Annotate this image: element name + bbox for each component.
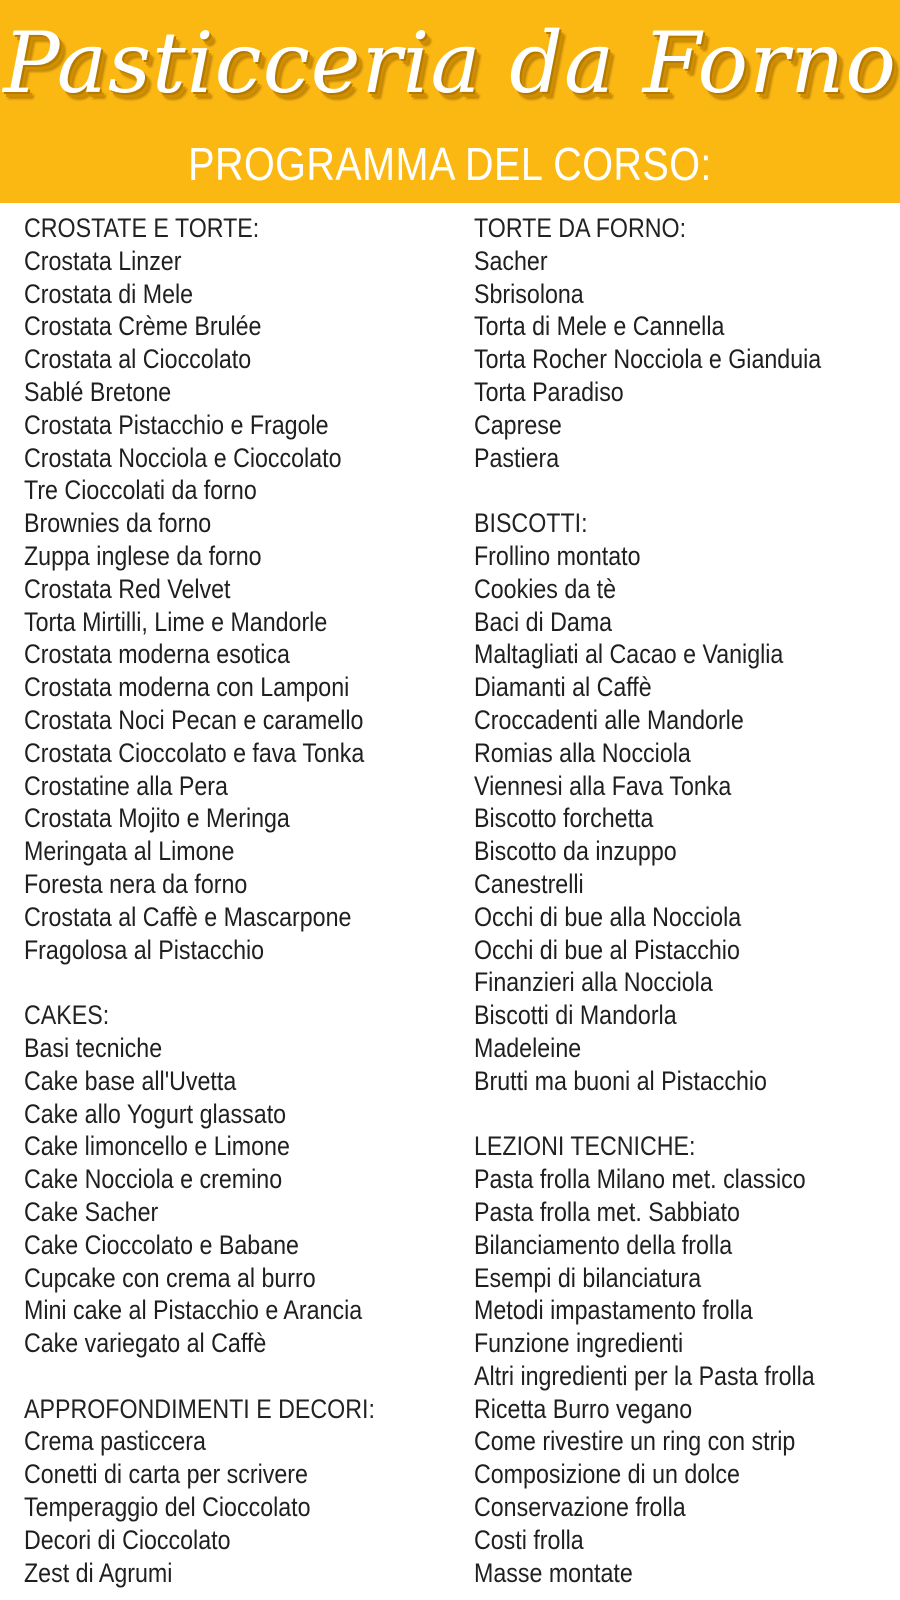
list-item: Viennesi alla Fava Tonka [474, 770, 732, 801]
list-item: Crostata Mojito e Meringa [24, 803, 290, 834]
list-item: Diamanti al Caffè [474, 672, 652, 703]
list-item: Crema pasticcera [24, 1426, 206, 1457]
list-item: Zuppa inglese da forno [24, 540, 262, 571]
list-item: Crostata moderna esotica [24, 639, 290, 670]
list-item: Conservazione frolla [474, 1492, 686, 1523]
list-item: Biscotto forchetta [474, 803, 654, 834]
list-item: Crostata al Cioccolato [24, 344, 252, 375]
list-item: Croccadenti alle Mandorle [474, 704, 744, 735]
list-item: Madeleine [474, 1032, 582, 1063]
list-item: Pastiera [474, 442, 560, 473]
section-crostate-e-torte [24, 212, 454, 966]
section-heading: LEZIONI TECNICHE: [474, 1131, 696, 1162]
list-item: Cake Sacher [24, 1196, 159, 1227]
page-title: Pasticceria da Forno [3, 14, 897, 112]
section-item-list [474, 245, 894, 475]
list-item: Mini cake al Pistacchio e Arancia [24, 1295, 363, 1326]
list-item: Brutti ma buoni al Pistacchio [474, 1065, 767, 1096]
list-item: Maltagliati al Cacao e Vaniglia [474, 639, 784, 670]
list-item: Canestrelli [474, 868, 584, 899]
list-item: Metodi impastamento frolla [474, 1295, 753, 1326]
section-heading: BISCOTTI: [474, 508, 588, 539]
list-item: Come rivestire un ring con strip [474, 1426, 796, 1457]
list-item: Torta Rocher Nocciola e Gianduia [474, 344, 822, 375]
section-lezioni-tecniche [474, 1130, 894, 1589]
list-item: Crostata Nocciola e Cioccolato [24, 442, 342, 473]
section-item-list [474, 540, 894, 1098]
list-item: Cookies da tè [474, 573, 616, 604]
list-item: Torta Mirtilli, Lime e Mandorle [24, 606, 328, 637]
list-item: Fragolosa al Pistacchio [24, 934, 265, 965]
list-item: Cake variegato al Caffè [24, 1328, 267, 1359]
left-column [24, 212, 454, 1589]
list-item: Caprese [474, 409, 562, 440]
list-item: Basi tecniche [24, 1032, 163, 1063]
header-banner [0, 0, 900, 203]
section-item-list [24, 1032, 454, 1360]
list-item: Crostata Crème Brulée [24, 311, 262, 342]
list-item: Crostata Red Velvet [24, 573, 231, 604]
list-item: Composizione di un dolce [474, 1459, 740, 1490]
list-item: Frollino montato [474, 540, 641, 571]
list-item: Biscotti di Mandorla [474, 1000, 677, 1031]
section-torte-da-forno [474, 212, 894, 474]
section-approfondimenti-e-decori [24, 1393, 454, 1590]
list-item: Cake Nocciola e cremino [24, 1164, 283, 1195]
list-item: Foresta nera da forno [24, 868, 248, 899]
list-item: Pasta frolla met. Sabbiato [474, 1196, 740, 1227]
section-heading: TORTE DA FORNO: [474, 213, 687, 243]
list-item: Occhi di bue alla Nocciola [474, 901, 742, 932]
section-item-list [24, 245, 454, 967]
list-item: Zest di Agrumi [24, 1557, 173, 1588]
list-item: Bilanciamento della frolla [474, 1229, 733, 1260]
list-item: Decori di Cioccolato [24, 1524, 231, 1555]
list-item: Crostata al Caffè e Mascarpone [24, 901, 352, 932]
section-item-list [474, 1163, 894, 1589]
list-item: Brownies da forno [24, 508, 212, 539]
section-cakes [24, 999, 454, 1360]
list-item: Costi frolla [474, 1524, 584, 1555]
page-subtitle: PROGRAMMA DEL CORSO: [188, 138, 712, 190]
list-item: Biscotto da inzuppo [474, 836, 677, 867]
list-item: Cake allo Yogurt glassato [24, 1098, 287, 1129]
section-biscotti [474, 507, 894, 1097]
list-item: Tre Cioccolati da forno [24, 475, 257, 506]
list-item: Torta di Mele e Cannella [474, 311, 725, 342]
list-item: Cake limoncello e Limone [24, 1131, 290, 1162]
list-item: Funzione ingredienti [474, 1328, 684, 1359]
section-heading: CROSTATE E TORTE: [24, 213, 260, 243]
list-item: Meringata al Limone [24, 836, 235, 867]
list-item: Cake base all'Uvetta [24, 1065, 237, 1096]
list-item: Occhi di bue al Pistacchio [474, 934, 740, 965]
list-item: Pasta frolla Milano met. classico [474, 1164, 806, 1195]
list-item: Crostatine alla Pera [24, 770, 228, 801]
list-item: Sbrisolona [474, 278, 584, 309]
list-item: Altri ingredienti per la Pasta frolla [474, 1360, 815, 1391]
section-heading: APPROFONDIMENTI E DECORI: [24, 1393, 375, 1424]
list-item: Romias alla Nocciola [474, 737, 691, 768]
list-item: Crostata Noci Pecan e caramello [24, 704, 364, 735]
list-item: Sacher [474, 245, 548, 276]
list-item: Esempi di bilanciatura [474, 1262, 702, 1293]
list-item: Crostata moderna con Lamponi [24, 672, 350, 703]
list-item: Sablé Bretone [24, 376, 172, 407]
list-item: Crostata Cioccolato e fava Tonka [24, 737, 365, 768]
list-item: Crostata di Mele [24, 278, 194, 309]
list-item: Masse montate [474, 1557, 633, 1588]
list-item: Crostata Pistacchio e Fragole [24, 409, 329, 440]
list-item: Ricetta Burro vegano [474, 1393, 693, 1424]
list-item: Temperaggio del Cioccolato [24, 1492, 311, 1523]
list-item: Conetti di carta per scrivere [24, 1459, 308, 1490]
list-item: Baci di Dama [474, 606, 613, 637]
list-item: Crostata Linzer [24, 245, 182, 276]
list-item: Torta Paradiso [474, 376, 624, 407]
list-item: Finanzieri alla Nocciola [474, 967, 713, 998]
section-item-list [24, 1425, 454, 1589]
right-column [474, 212, 894, 1589]
list-item: Cake Cioccolato e Babane [24, 1229, 299, 1260]
list-item: Cupcake con crema al burro [24, 1262, 316, 1293]
section-heading: CAKES: [24, 1000, 110, 1031]
